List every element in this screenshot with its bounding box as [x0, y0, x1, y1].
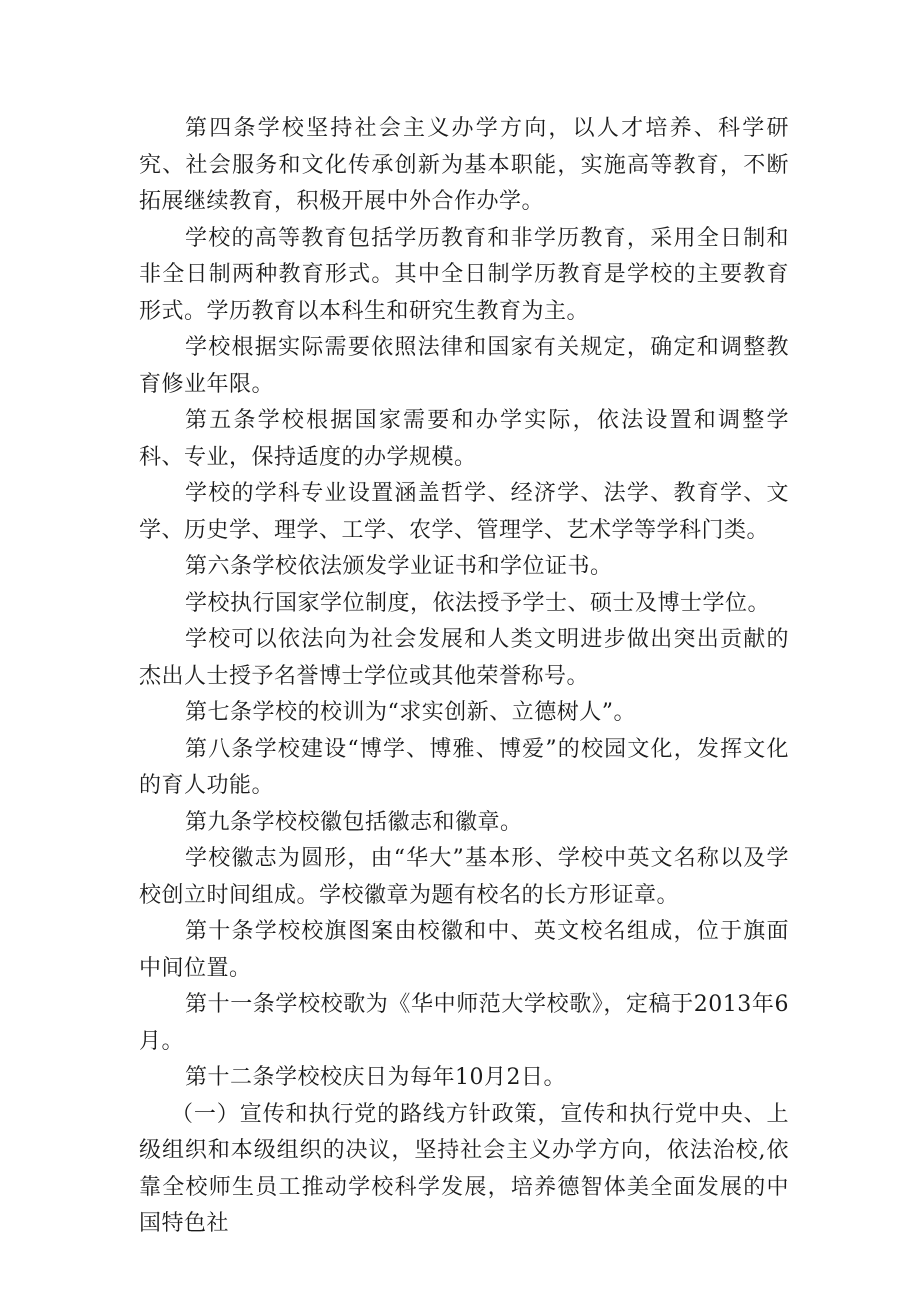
paragraph-article-5: 第五条学校根据国家需要和办学实际，依法设置和调整学科、专业，保持适度的办学规模。: [139, 408, 789, 470]
paragraph-study-length: 学校根据实际需要依照法律和国家有关规定，确定和调整教育修业年限。: [139, 335, 789, 397]
paragraph-article-9: 第九条学校校徽包括徽志和徽章。: [185, 809, 523, 835]
paragraph-emblem: 学校徽志为圆形，由“华大”基本形、学校中英文名称以及学校创立时间组成。学校徽章为题有校名的长方形证章。: [139, 846, 789, 908]
paragraph-item-1: （一）宣传和执行党的路线方针政策，宣传和执行党中央、上级组织和本级组织的决议，坚持社会主义办学方向，依法治校,依靠全校师生员工推动学校科学发展，培养德智体美全面发展的中国特色社: [139, 1101, 789, 1236]
paragraph-article-12: 第十二条学校校庆日为每年10月2日。: [185, 1065, 566, 1090]
paragraph-article-7: 第七条学校的校训为“求实创新、立德树人”。: [185, 700, 636, 725]
paragraph-degree-system: 学校执行国家学位制度，依法授予学士、硕士及博士学位。: [185, 590, 771, 616]
paragraph-article-10: 第十条学校校旗图案由校徽和中、英文校名组成，位于旗面中间位置。: [139, 919, 789, 981]
document-body: [139, 111, 789, 1243]
paragraph-honorary-degree: 学校可以依法向为社会发展和人类文明进步做出突出贡献的杰出人士授予名誉博士学位或其他荣誉称号。: [139, 627, 789, 689]
paragraph-disciplines: 学校的学科专业设置涵盖哲学、经济学、法学、教育学、文学、历史学、理学、工学、农学、管理学、艺术学等学科门类。: [139, 481, 789, 543]
paragraph-education-types: 学校的高等教育包括学历教育和非学历教育，采用全日制和非全日制两种教育形式。其中全日制学历教育是学校的主要教育形式。学历教育以本科生和研究生教育为主。: [139, 225, 789, 324]
paragraph-article-4: 第四条学校坚持社会主义办学方向，以人才培养、科学研究、社会服务和文化传承创新为基本职能，实施高等教育，不断拓展继续教育，积极开展中外合作办学。: [139, 116, 789, 214]
paragraph-article-8: 第八条学校建设“博学、博雅、博爱”的校园文化，发挥文化的育人功能。: [139, 736, 789, 798]
paragraph-article-11: 第十一条学校校歌为《华中师范大学校歌》，定稿于2013年6月。: [139, 992, 789, 1054]
paragraph-article-6: 第六条学校依法颁发学业证书和学位证书。: [185, 554, 613, 579]
